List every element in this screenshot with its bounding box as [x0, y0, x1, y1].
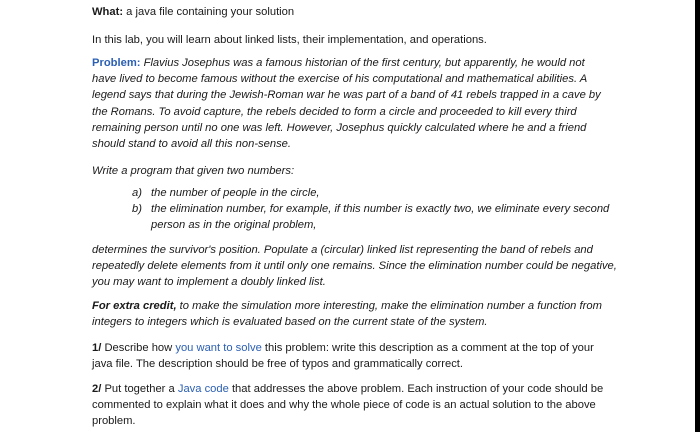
extra-credit-paragraph [92, 298, 617, 330]
problem-text: Flavius Josephus was a famous historian of the first century, but apparently, he would not have lived to become famous without the exercise of his computational and mathematical abilities. A legend says that during the Jewish-Roman war he was part of a band of 41 rebels trapped in a cave by the Romans. To avoid capture, the rebels decided to form a circle and proceeded to kill every third remaining person until no one was left. However, Josephus quickly calculated where he and a friend should stand to avoid all this non-sense. [92, 57, 601, 151]
write-prompt: Write a program that given two numbers: [92, 165, 295, 177]
list-marker: a) [132, 187, 142, 199]
determines-paragraph: determines the survivor's position. Populate a (circular) linked list representing the band of rebels and repeatedly delete elements from it until only one remains. Since the elimination number could be negative, you may want to implement a doubly linked list. [92, 244, 617, 289]
deliverable-1-highlight: you want to solve [175, 342, 262, 354]
right-edge-border [695, 0, 700, 432]
list-item [92, 201, 617, 233]
list-marker: b) [132, 203, 142, 216]
deliverable-2-pre: Put together a [101, 383, 178, 395]
problem-paragraph [92, 55, 612, 152]
what-text: a java file containing your solution [123, 6, 295, 18]
list-item-text: the number of people in the circle, [151, 187, 320, 199]
deliverable-2-highlight: Java code [177, 383, 229, 395]
input-list [92, 185, 617, 234]
deliverable-1 [92, 340, 617, 372]
deliverable-2-post: that addresses the above problem. Each instruction of your code should be commented to explain what it does and why the whole piece of code is an actual solution to the above problem. [92, 383, 604, 428]
deliverable-1-post: this problem: write this description as a comment at the top of your java file. The description should be free of typos and grammatically correct. [92, 342, 594, 371]
deliverable-1-number: 1/ [92, 342, 102, 354]
what-line [92, 4, 294, 20]
list-item [92, 185, 617, 201]
extra-credit-label: For extra credit, [92, 300, 177, 312]
deliverable-2-number: 2/ [92, 383, 102, 395]
deliverable-1-pre: Describe how [101, 342, 176, 354]
list-item-text: the elimination number, for example, if this number is exactly two, we eliminate every second person as in the original problem, [151, 203, 610, 232]
deliverable-2 [92, 381, 617, 430]
intro-paragraph: In this lab, you will learn about linked lists, their implementation, and operations. [92, 34, 487, 46]
what-label: What: [92, 6, 124, 18]
extra-credit-text: to make the simulation more interesting, make the elimination number a function from integers to integers which is evaluated based on the current state of the system. [92, 300, 602, 329]
problem-label: Problem: [92, 57, 141, 69]
